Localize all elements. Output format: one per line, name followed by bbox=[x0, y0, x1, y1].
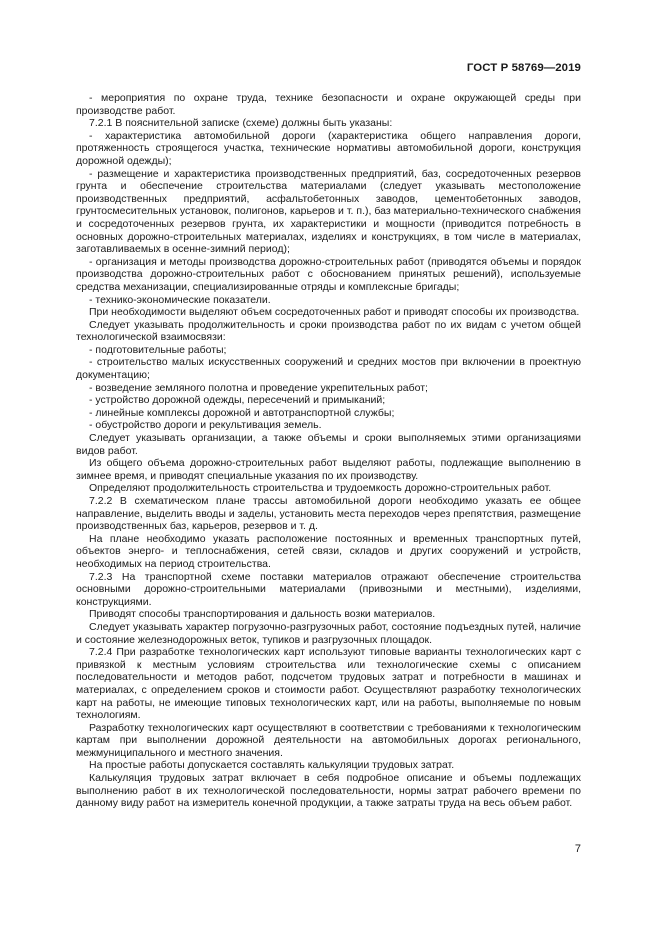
paragraph: 7.2.4 При разработке технологических карт используют типовые варианты технологических карт с привязкой к местным условиям строительства или технологические схемы с описанием последовательности и методов работ, подсчетом трудовых затрат и потребности в машинах и материалах, с определением сроков и стоимости работ. Осуществляют разработку технологических карт на работы, не имеющие типовых технологических карт, или на работы, выполняемые по новым технологиям. bbox=[76, 646, 581, 722]
document-body bbox=[76, 92, 581, 810]
paragraph: Приводят способы транспортирования и дальность возки материалов. bbox=[89, 608, 436, 621]
paragraph: Разработку технологических карт осуществляют в соответствии с требованиями к технологическим картам при выполнении дорожной деятельности на автомобильных дорогах регионального, межмуниципального и местного значения. bbox=[76, 721, 581, 759]
paragraph: Из общего объема дорожно-строительных работ выделяют работы, подлежащие выполнению в зимнее время, и приводят специальные указания по их производству. bbox=[76, 457, 581, 482]
paragraph: На простые работы допускается составлять калькуляции трудовых затрат. bbox=[89, 759, 455, 772]
paragraph: - обустройство дороги и рекультивация земель. bbox=[89, 419, 322, 432]
paragraph: При необходимости выделяют объем сосредоточенных работ и приводят способы их производства. bbox=[89, 306, 580, 319]
paragraph: - возведение земляного полотна и проведение укрепительных работ; bbox=[89, 381, 428, 394]
paragraph: Определяют продолжительность строительства и трудоемкость дорожно-строительных работ. bbox=[89, 482, 552, 495]
paragraph: 7.2.2 В схематическом плане трассы автомобильной дороги необходимо указать ее общее направление, выделить вводы и заделы, установить места переходов через препятствия, размещение производственных баз, карьеров, резервов и т. д. bbox=[76, 495, 581, 533]
paragraph: На плане необходимо указать расположение постоянных и временных транспортных путей, объектов энерго- и теплоснабжения, сетей связи, складов и других сооружений и устройств, необходимых на период строительства. bbox=[76, 532, 581, 570]
paragraph: 7.2.1 В пояснительной записке (схеме) должны быть указаны: bbox=[89, 117, 393, 130]
paragraph: - устройство дорожной одежды, пересечений и примыканий; bbox=[89, 394, 386, 407]
paragraph: - линейные комплексы дорожной и автотранспортной службы; bbox=[89, 406, 395, 419]
paragraph: - характеристика автомобильной дороги (характеристика общего направления дороги, протяженность строящегося участка, технические нормативы автомобильной дороги, конструкция дорожной одежды); bbox=[76, 129, 581, 167]
standard-designation: ГОСТ Р 58769—2019 bbox=[466, 62, 581, 74]
paragraph: - мероприятия по охране труда, технике безопасности и охране окружающей среды при производстве работ. bbox=[76, 92, 581, 117]
paragraph: Калькуляция трудовых затрат включает в себя подробное описание и объемы подлежащих выполнению работ в их технологической последовательности, нормы затрат рабочего времени по данному виду работ на измеритель конечной продукции, а также затраты труда на весь объем работ. bbox=[76, 772, 581, 810]
paragraph: Следует указывать характер погрузочно-разгрузочных работ, состояние подъездных путей, наличие и состояние железнодорожных веток, тупиков и разгрузочных площадок. bbox=[76, 620, 581, 646]
paragraph: Следует указывать продолжительность и сроки производства работ по их видам с учетом общей технологической взаимосвязи: bbox=[76, 318, 581, 344]
paragraph: - размещение и характеристика производственных предприятий, баз, сосредоточенных резервов грунта и обеспечение строительства материалами (следует указывать местоположение производственных предприятий, асфальтобетонных заводов, цементобетонных заводов, грунтосмесительных установок, полигонов, карьеров и т. п.), баз материально-технического снабжения и сосредоточенных резервов грунта, их характеристики и мощности (приводится потребность в основных дорожно-строительных материалах, изделиях и конструкциях, в том числе в материалах, заготавливаемых в осенне-зимний период); bbox=[76, 167, 581, 256]
page-number: 7 bbox=[574, 843, 581, 855]
paragraph: - подготовительные работы; bbox=[89, 343, 227, 356]
paragraph: 7.2.3 На транспортной схеме поставки материалов отражают обеспечение строительства основными дорожно-строительными материалами (привозными и местными), изделиями, конструкциями. bbox=[76, 570, 581, 608]
paragraph: - организация и методы производства дорожно-строительных работ (приводятся объемы и порядок производства дорожно-строительных работ с обоснованием принятых решений), используемые средства механизации, специализированные отряды и комплексные бригады; bbox=[76, 255, 581, 293]
paragraph: Следует указывать организации, а также объемы и сроки выполняемых этими организациями видов работ. bbox=[76, 432, 581, 457]
paragraph: - технико-экономические показатели. bbox=[89, 293, 271, 306]
paragraph: - строительство малых искусственных сооружений и средних мостов при включении в проектную документацию; bbox=[76, 356, 581, 382]
